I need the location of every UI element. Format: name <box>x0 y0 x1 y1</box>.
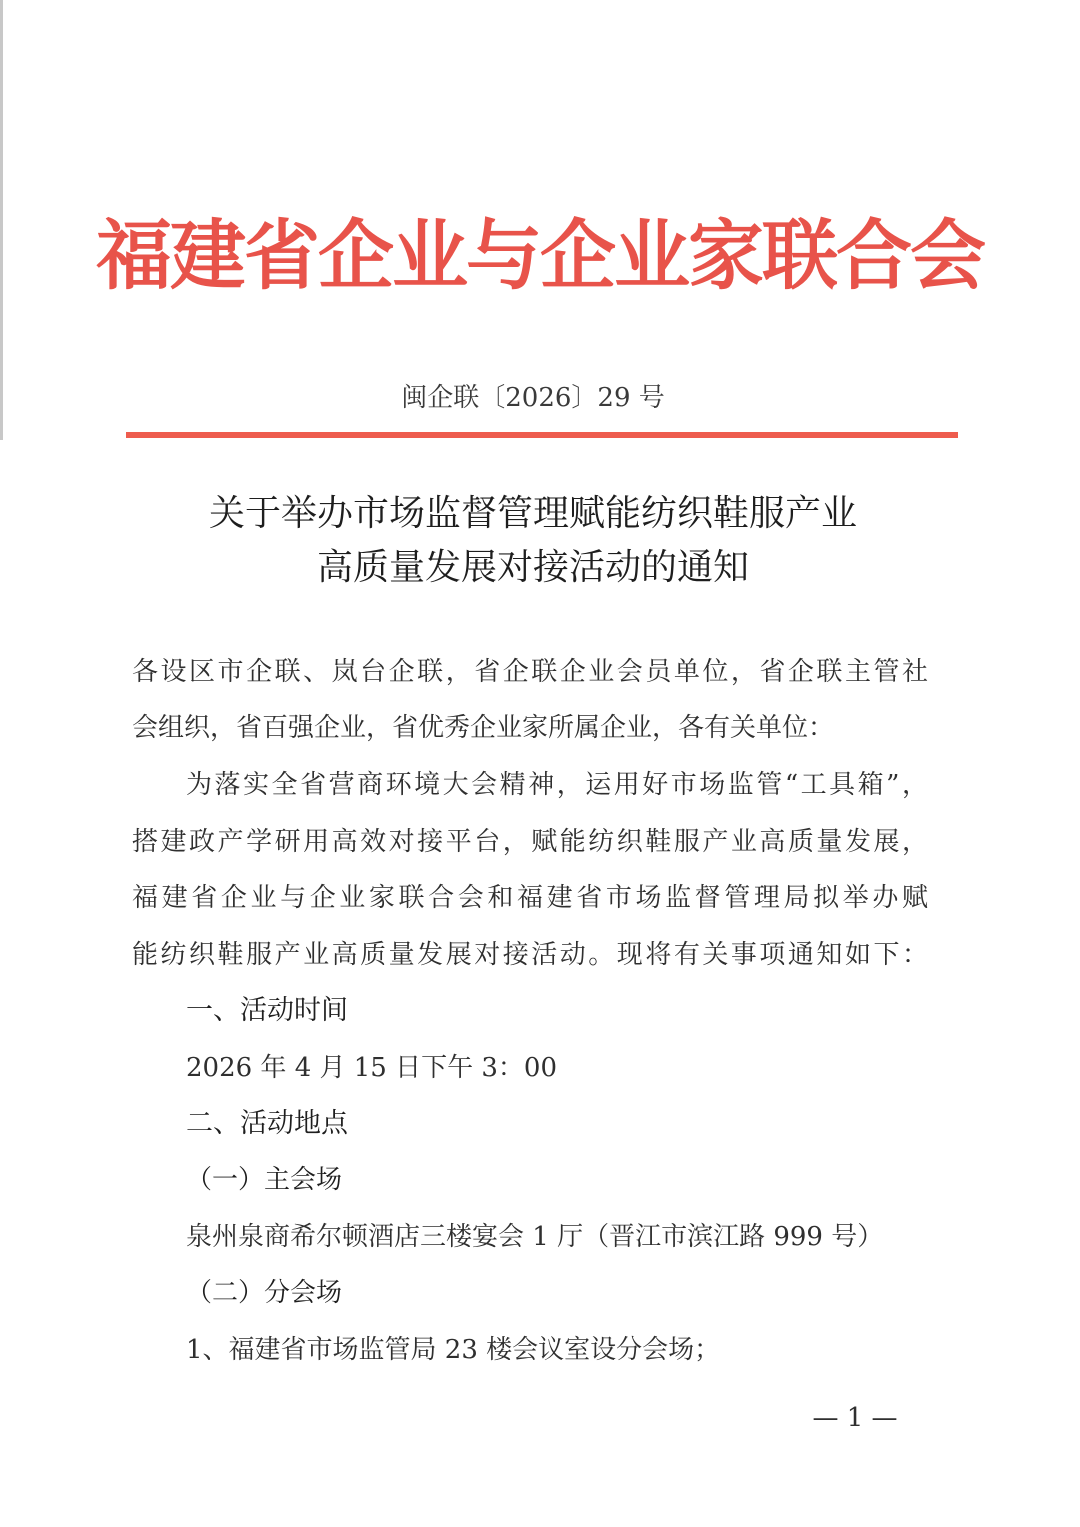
recipients-line-1: 各设区市企联、岚台企联，省企联企业会员单位，省企联主管社 <box>132 657 928 687</box>
page-number: — 1 — <box>812 1403 898 1433</box>
issuer-masthead: 福建省企业与企业家联合会 <box>96 211 984 300</box>
section-heading-time: 一、活动时间 <box>186 995 348 1026</box>
intro-line-3: 福建省企业与企业家联合会和福建省市场监督管理局拟举办赋 <box>132 883 928 913</box>
section-heading-place: 二、活动地点 <box>186 1108 348 1139</box>
sub-venue-heading: （二）分会场 <box>186 1278 343 1308</box>
document-number: 闽企联〔2026〕29 号 <box>401 383 665 413</box>
intro-line-2: 搭建政产学研用高效对接平台，赋能纺织鞋服产业高质量发展， <box>132 827 928 857</box>
intro-line-4: 能纺织鞋服产业高质量发展对接活动。现将有关事项通知如下： <box>132 940 928 970</box>
notice-title-line-2: 高质量发展对接活动的通知 <box>316 547 749 588</box>
notice-title-line-1: 关于举办市场监督管理赋能纺织鞋服产业 <box>208 493 857 534</box>
sub-venue-item-1: 1、福建省市场监管局 23 楼会议室设分会场； <box>186 1335 721 1365</box>
main-venue-heading: （一）主会场 <box>186 1165 343 1195</box>
recipients-line-2: 会组织，省百强企业，省优秀企业家所属企业，各有关单位： <box>132 713 835 743</box>
event-time-value: 2026 年 4 月 15 日下午 3：00 <box>186 1053 558 1083</box>
main-venue-address: 泉州泉商希尔顿酒店三楼宴会 1 厅（晋江市滨江路 999 号） <box>186 1222 884 1252</box>
red-divider-rule <box>126 432 958 438</box>
intro-line-1: 为落实全省营商环境大会精神，运用好市场监管“工具箱”， <box>186 770 928 800</box>
